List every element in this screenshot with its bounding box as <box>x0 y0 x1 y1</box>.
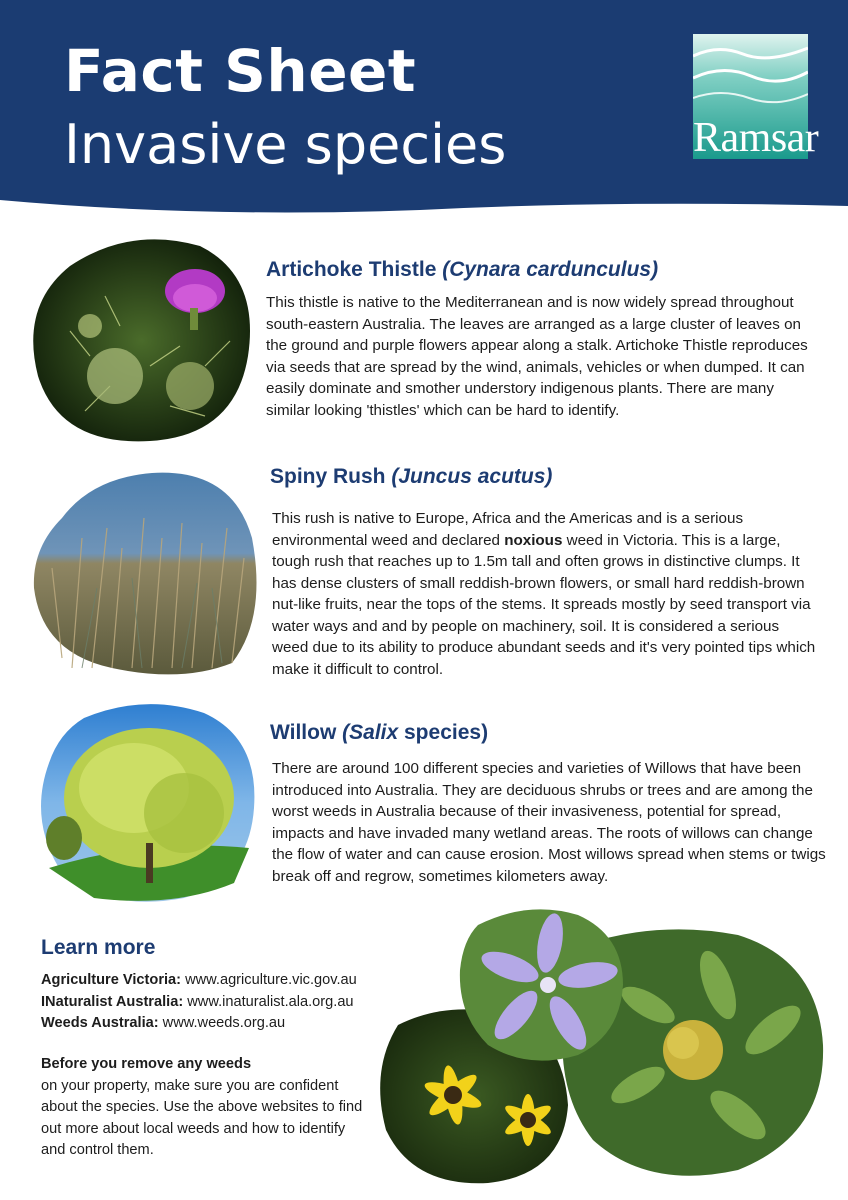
link-weeds-australia[interactable]: Weeds Australia: www.weeds.org.au <box>41 1015 286 1031</box>
resource-links <box>41 970 357 1035</box>
spiny-rush-photo <box>32 468 258 678</box>
learn-more-heading: Learn more <box>41 936 156 959</box>
spiny-rush-heading: Spiny Rush (Juncus acutus) <box>270 465 553 488</box>
before-removal-note: Before you remove any weeds on your property, make sure you are confident about the species. Use the above websites to find out more about local weeds and how to identify and control them. <box>41 1056 363 1158</box>
artichoke-thistle-description: This thistle is native to the Mediterranean and is now widely spread throughout south-eastern Australia. The leaves are arranged as a large cluster of leaves on the ground and purple flowers appear along a stalk. Artichoke Thistle reproduces via seeds that are spread by the wind, animals, vehicles or when dumped. It can easily dominate and smother understory indigenous plants. There are many similar looking 'thistles' which can be hard to identify. <box>266 294 808 419</box>
page-title: Fact Sheet <box>64 37 417 105</box>
ramsar-logo <box>693 34 819 161</box>
thistle-photo <box>30 236 255 446</box>
spiny-rush-description: This rush is native to Europe, Africa and the Americas and is a serious environmental weed and declared noxious weed in Victoria. This is a large, tough rush that reaches up to 1.5m tall and often grows in distinctive clumps. It has dense clusters of small reddish-brown flowers, or small hard reddish-brown nut-like fruits, near the tops of the stems. It spreads mostly by seed transport via water ways and and by people on machinery, soil. It is considered a serious weed due to its ability to produce abundant seeds and it's very pointed tips which make it difficult to control. <box>272 510 816 678</box>
willow-photo <box>34 698 256 908</box>
logo-wordmark: Ramsar <box>693 115 819 161</box>
link-agriculture-victoria[interactable]: Agriculture Victoria: www.agriculture.vic.gov.au <box>41 972 357 988</box>
header-banner <box>0 0 848 220</box>
page-subtitle: Invasive species <box>64 113 507 176</box>
plant-collage <box>378 905 828 1190</box>
willow-description: There are around 100 different species and varieties of Willows that have been introduced into Australia. They are deciduous shrubs or trees and are among the worst weeds in Australia because of their invasiveness, potential for spread, impacts and have invaded many wetland areas. The roots of willows can change the flow of water and can cause erosion. Most willows spread when stems or twigs break off and regrow, sometimes kilometers away. <box>272 760 826 885</box>
willow-heading: Willow (Salix species) <box>270 721 489 744</box>
artichoke-thistle-heading: Artichoke Thistle (Cynara cardunculus) <box>266 258 659 281</box>
link-inaturalist-australia[interactable]: INaturalist Australia: www.inaturalist.ala.org.au <box>41 993 354 1010</box>
